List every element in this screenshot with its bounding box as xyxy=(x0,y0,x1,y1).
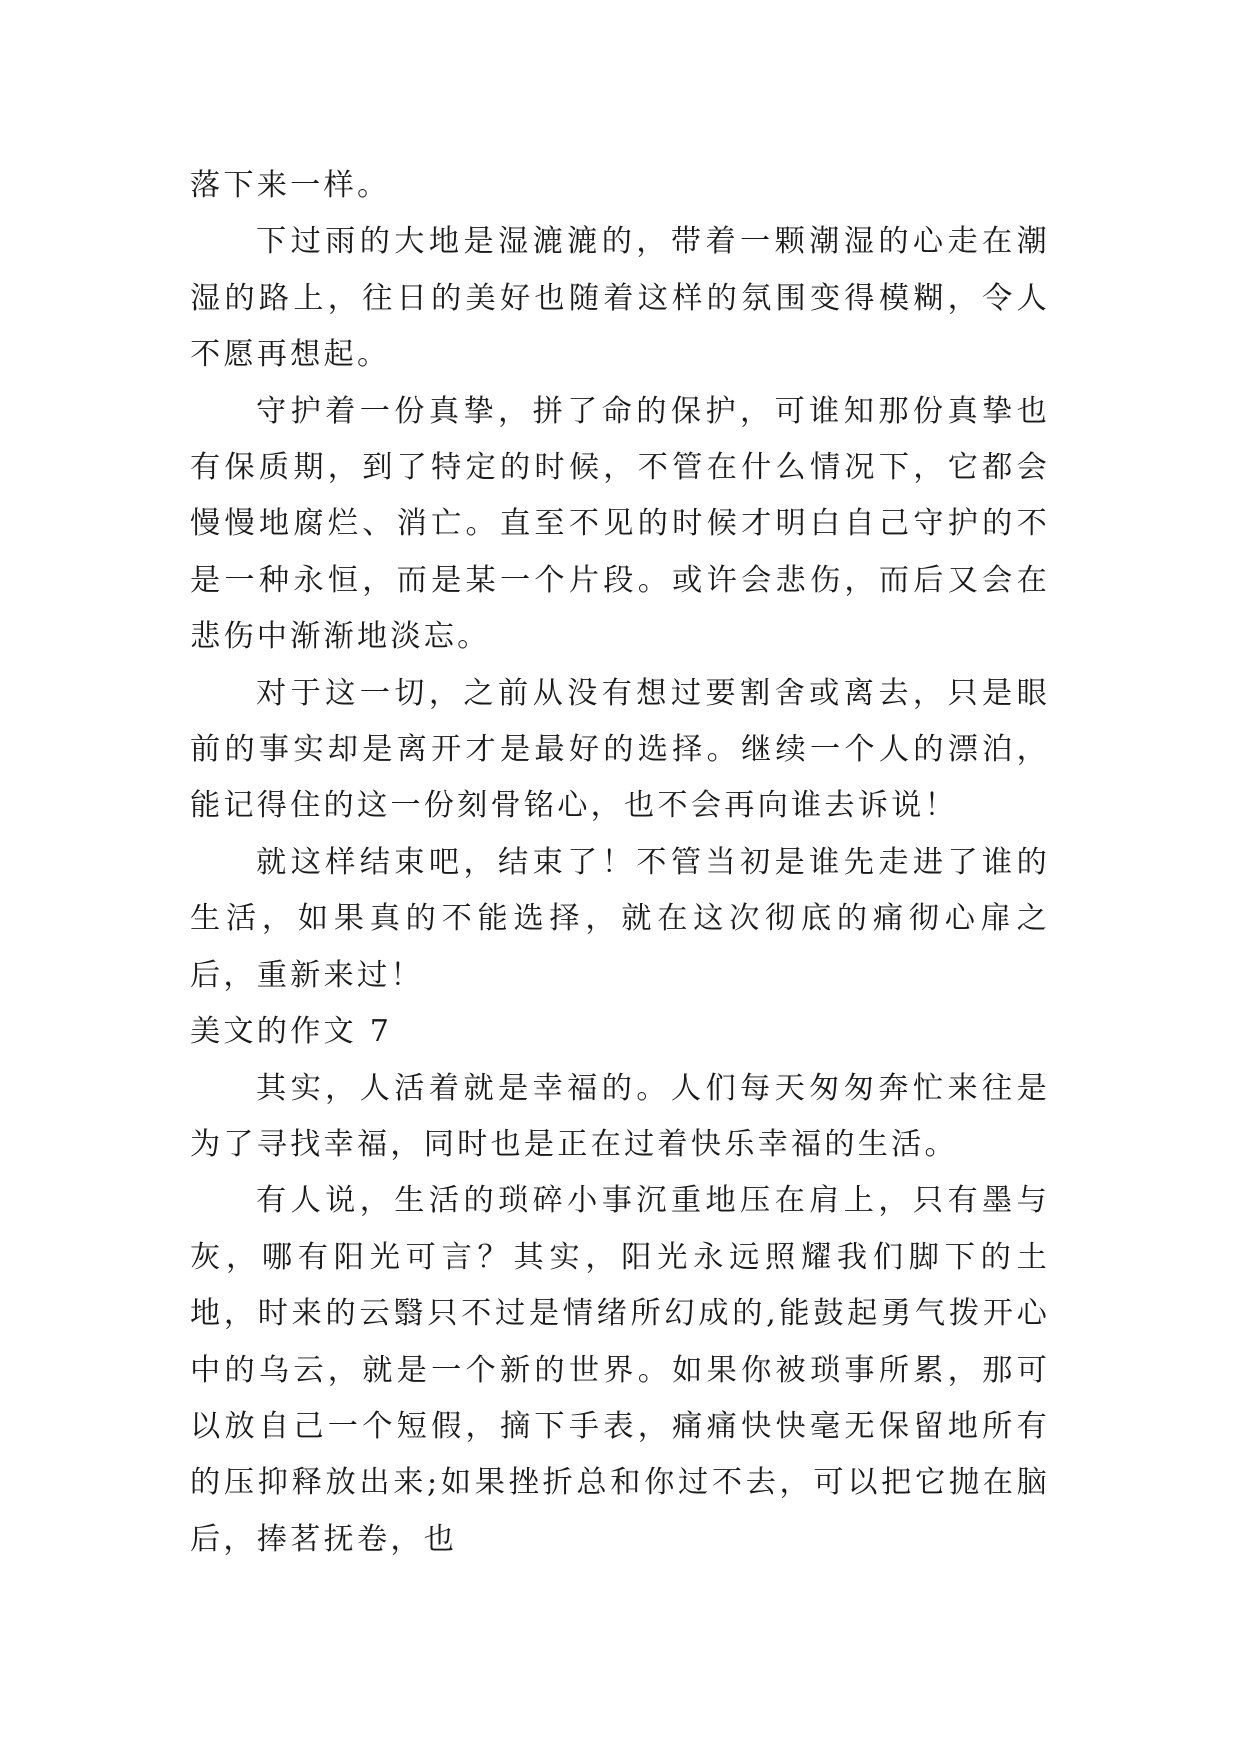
paragraph-sincerity: 守护着一份真挚，拼了命的保护，可谁知那份真挚也有保质期，到了特定的时候，不管在什么情况下，它都会慢慢地腐烂、消亡。直至不见的时候才明白自己守护的不是一种永恒，而是某一个片段。或许会悲伤，而后又会在悲伤中渐渐地淡忘。 xyxy=(190,393,1050,655)
paragraph-leaving: 对于这一切，之前从没有想过要割舍或离去，只是眼前的事实却是离开才是最好的选择。继续一个人的漂泊，能记得住的这一份刻骨铭心，也不会再向谁去诉说！ xyxy=(190,675,1050,824)
paragraph-happiness: 其实，人活着就是幸福的。人们每天匆匆奔忙来往是为了寻找幸福，同时也是正在过着快乐幸福的生活。 xyxy=(190,1070,1050,1162)
continuation-paragraph: 落下来一样。 xyxy=(190,168,391,203)
paragraph-rain: 下过雨的大地是湿漉漉的，带着一颗潮湿的心走在潮湿的路上，往日的美好也随着这样的氛围变得模糊，令人不愿再想起。 xyxy=(190,224,1050,373)
section-heading: 美文的作文 7 xyxy=(190,1014,393,1050)
paragraph-sunshine: 有人说，生活的琐碎小事沉重地压在肩上，只有墨与灰，哪有阳光可言？其实，阳光永远照耀我们脚下的土地，时来的云翳只不过是情绪所幻成的,能鼓起勇气拨开心中的乌云，就是一个新的世界。如果你被琐事所累，那可以放自己一个短假，摘下手表，痛痛快快毫无保留地所有的压抑释放出来;如果挫折总和你过不去，可以把它抛在脑后，捧茗抚卷，也 xyxy=(190,1183,1050,1557)
paragraph-ending: 就这样结束吧，结束了！不管当初是谁先走进了谁的生活，如果真的不能选择，就在这次彻底的痛彻心扉之后，重新来过！ xyxy=(190,844,1050,993)
document-body xyxy=(190,158,1050,1568)
